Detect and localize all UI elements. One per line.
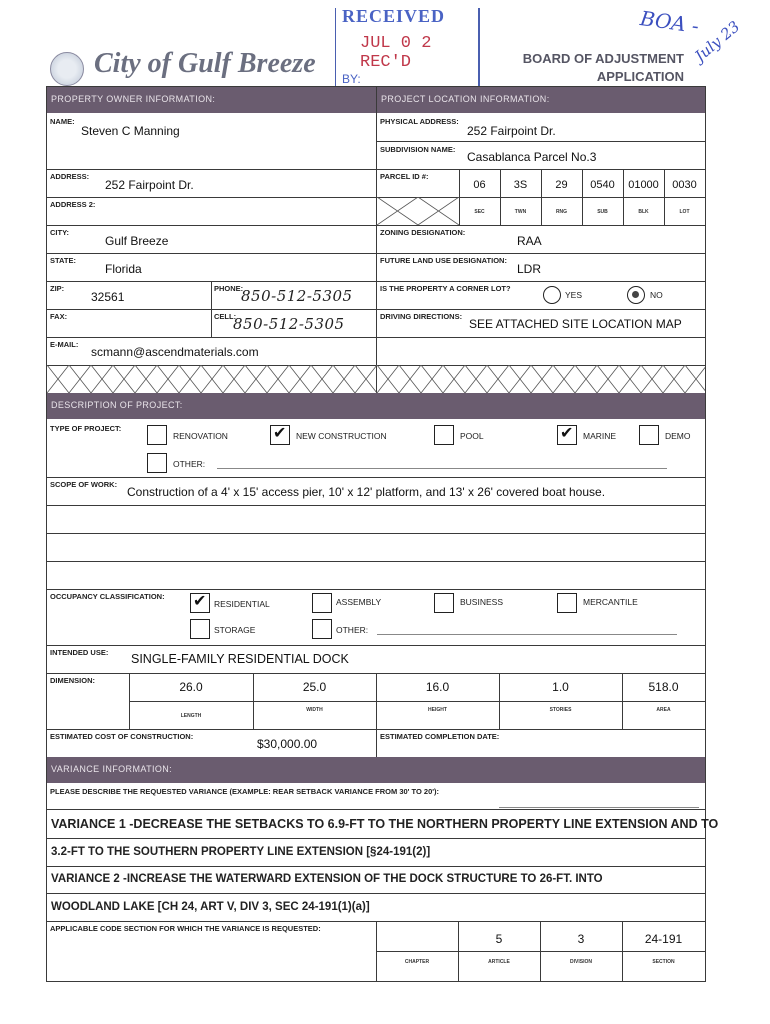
caption-article: ARTICLE xyxy=(488,959,510,965)
new-construction-label: NEW CONSTRUCTION xyxy=(296,431,387,441)
other-type-line xyxy=(217,468,667,469)
flu-label: FUTURE LAND USE DESIGNATION: xyxy=(380,256,507,265)
dimension-label: DIMENSION: xyxy=(50,676,95,685)
board-title-line: BOARD OF ADJUSTMENT xyxy=(522,51,684,66)
email-label: E-MAIL: xyxy=(50,340,79,349)
caption-chapter: CHAPTER xyxy=(404,959,430,965)
parcel-rng: 29 xyxy=(555,179,568,191)
dimension-stories: 1.0 xyxy=(552,680,569,694)
checkmark-icon: ✔ xyxy=(193,593,207,610)
parcel-caption-blk: BLK xyxy=(638,209,649,215)
parcel-caption-sec: SEC xyxy=(474,209,485,215)
variance-line-3: VARIANCE 2 -INCREASE THE WATERWARD EXTENSION OF THE DOCK STRUCTURE TO 26-FT. INTO xyxy=(51,873,603,885)
caption-width: WIDTH xyxy=(306,707,323,713)
occupancy-label: OCCUPANCY CLASSIFICATION: xyxy=(50,592,165,601)
parcel-label: PARCEL ID #: xyxy=(380,172,429,181)
application-word: APPLICATION xyxy=(596,69,684,84)
corner-lot-label: IS THE PROPERTY A CORNER LOT? xyxy=(380,284,511,293)
stamp-date: JUL 0 2 REC'D xyxy=(360,34,432,72)
directions-label: DRIVING DIRECTIONS: xyxy=(380,312,463,321)
owner-phone: 850-512-5305 xyxy=(241,287,353,305)
parcel-sub: 0540 xyxy=(590,179,615,191)
code-section: 24-191 xyxy=(644,932,683,946)
other-occupancy-label: OTHER: xyxy=(336,625,369,635)
city-label: CITY: xyxy=(50,228,70,237)
corner-no-label: NO xyxy=(650,290,663,300)
board-title xyxy=(500,50,684,86)
caption-section: SECTION xyxy=(652,959,675,965)
caption-area: AREA xyxy=(656,707,671,713)
owner-address: 252 Fairpoint Dr. xyxy=(105,178,194,192)
stamp-title: RECEIVED xyxy=(342,6,446,26)
pool-label: POOL xyxy=(460,431,484,441)
address2-label: ADDRESS 2: xyxy=(50,200,96,209)
cell-label: CELL: xyxy=(214,312,237,321)
parcel-twn: 3S xyxy=(513,179,528,191)
caption-height: HEIGHT xyxy=(428,707,447,713)
mercantile-checkbox[interactable] xyxy=(557,593,577,613)
variance-line-2: 3.2-FT TO THE SOUTHERN PROPERTY LINE EXTENSION [§24-191(2)] xyxy=(51,846,431,858)
received-stamp xyxy=(335,8,480,89)
parcel-caption-lot: LOT xyxy=(679,209,690,215)
mercantile-label: MERCANTILE xyxy=(583,597,638,607)
owner-city: Gulf Breeze xyxy=(105,234,169,248)
caption-length: LENGTH xyxy=(180,713,202,719)
corner-yes-label: YES xyxy=(565,290,583,300)
owner-name: Steven C Manning xyxy=(81,124,180,138)
parcel-caption-twn: TWN xyxy=(514,209,527,215)
flu-designation: LDR xyxy=(517,262,542,276)
radio-selected-dot xyxy=(632,291,639,298)
other-occupancy-checkbox[interactable] xyxy=(312,619,332,639)
project-type-label: TYPE OF PROJECT: xyxy=(50,424,122,433)
project-section-header: DESCRIPTION OF PROJECT: xyxy=(47,393,705,419)
parcel-blk: 01000 xyxy=(628,179,659,191)
variance-describe-line xyxy=(499,807,699,808)
physical-address-label: PHYSICAL ADDRESS: xyxy=(380,117,459,126)
scope-label: SCOPE OF WORK: xyxy=(50,480,118,489)
other-type-label: OTHER: xyxy=(173,459,206,469)
caption-division: DIVISION xyxy=(570,959,592,965)
zoning-label: ZONING DESIGNATION: xyxy=(380,228,466,237)
business-label: BUSINESS xyxy=(460,597,503,607)
owner-zip: 32561 xyxy=(91,290,125,304)
corner-no-radio[interactable] xyxy=(627,286,645,304)
renovation-label: RENOVATION xyxy=(173,431,228,441)
subdivision-label: SUBDIVISION NAME: xyxy=(380,145,456,154)
zip-label: ZIP: xyxy=(50,284,65,293)
assembly-checkbox[interactable] xyxy=(312,593,332,613)
owner-cell: 850-512-5305 xyxy=(233,315,345,333)
estimated-cost: $30,000.00 xyxy=(257,737,318,751)
renovation-checkbox[interactable] xyxy=(147,425,167,445)
subdivision-name: Casablanca Parcel No.3 xyxy=(467,150,597,164)
driving-directions: SEE ATTACHED SITE LOCATION MAP xyxy=(469,317,682,331)
crosshatch-pattern xyxy=(377,197,459,225)
application-form xyxy=(46,86,719,982)
checkmark-icon: ✔ xyxy=(273,425,287,442)
parcel-sec: 06 xyxy=(473,179,486,191)
other-type-checkbox[interactable] xyxy=(147,453,167,473)
pool-checkbox[interactable] xyxy=(434,425,454,445)
handwritten-date: July 23 xyxy=(691,17,744,66)
location-section-header: PROJECT LOCATION INFORMATION: xyxy=(377,87,705,113)
intended-use: SINGLE-FAMILY RESIDENTIAL DOCK xyxy=(131,652,349,666)
demo-checkbox[interactable] xyxy=(639,425,659,445)
state-label: STATE: xyxy=(50,256,76,265)
physical-address: 252 Fairpoint Dr. xyxy=(467,124,556,138)
city-logo xyxy=(50,48,330,88)
checkmark-icon: ✔ xyxy=(560,425,574,442)
phone-label: PHONE: xyxy=(214,284,244,293)
caption-stories: STORIES xyxy=(549,707,572,713)
parcel-caption-sub: SUB xyxy=(597,209,608,215)
residential-label: RESIDENTIAL xyxy=(214,599,270,609)
code-article: 5 xyxy=(495,932,503,946)
crosshatch-pattern xyxy=(47,365,705,393)
demo-label: DEMO xyxy=(665,431,691,441)
variance-line-4: WOODLAND LAKE [CH 24, ART V, DIV 3, SEC 24-191(1)(a)] xyxy=(51,901,370,913)
new-construction-checkbox[interactable] xyxy=(270,425,290,445)
stamp-by: BY: xyxy=(342,72,361,86)
marine-label: MARINE xyxy=(583,431,617,441)
owner-email: scmann@ascendmaterials.com xyxy=(91,345,259,359)
handwritten-boa: BOA - xyxy=(638,6,701,38)
dimension-width: 25.0 xyxy=(302,680,327,694)
zoning-designation: RAA xyxy=(517,234,542,248)
cost-label: ESTIMATED COST OF CONSTRUCTION: xyxy=(50,732,194,741)
dimension-area: 518.0 xyxy=(648,680,679,694)
parcel-caption-rng: RNG xyxy=(555,209,568,215)
residential-checkbox[interactable] xyxy=(190,593,210,613)
business-checkbox[interactable] xyxy=(434,593,454,613)
marine-checkbox[interactable] xyxy=(557,425,577,445)
assembly-label: ASSEMBLY xyxy=(336,597,382,607)
corner-yes-radio[interactable] xyxy=(543,286,561,304)
completion-label: ESTIMATED COMPLETION DATE: xyxy=(380,732,500,741)
variance-describe-label: PLEASE DESCRIBE THE REQUESTED VARIANCE (EXAMPLE: REAR SETBACK VARIANCE FROM 30' TO 20'): xyxy=(50,787,440,796)
name-label: NAME: xyxy=(50,117,75,126)
owner-state: Florida xyxy=(105,262,142,276)
intended-use-label: INTENDED USE: xyxy=(50,648,109,657)
variance-section-header: VARIANCE INFORMATION: xyxy=(47,757,705,783)
dimension-height: 16.0 xyxy=(425,680,450,694)
parcel-lot: 0030 xyxy=(672,179,697,191)
variance-line-1: VARIANCE 1 -DECREASE THE SETBACKS TO 6.9-FT TO THE NORTHERN PROPERTY LINE EXTENSION AND TO xyxy=(51,817,719,831)
owner-section-header: PROPERTY OWNER INFORMATION: xyxy=(47,87,376,113)
storage-label: STORAGE xyxy=(214,625,256,635)
code-section-label: APPLICABLE CODE SECTION FOR WHICH THE VARIANCE IS REQUESTED: xyxy=(50,924,321,933)
code-division: 3 xyxy=(577,932,585,946)
city-seal-icon xyxy=(50,52,84,86)
fax-label: FAX: xyxy=(50,312,68,321)
address-label: ADDRESS: xyxy=(50,172,90,181)
other-occupancy-line xyxy=(377,634,677,635)
dimension-length: 26.0 xyxy=(179,680,203,694)
scope-of-work: Construction of a 4' x 15' access pier, 10' x 12' platform, and 13' x 26' covered boat house. xyxy=(127,485,606,499)
city-name: City of Gulf Breeze xyxy=(94,48,316,79)
storage-checkbox[interactable] xyxy=(190,619,210,639)
